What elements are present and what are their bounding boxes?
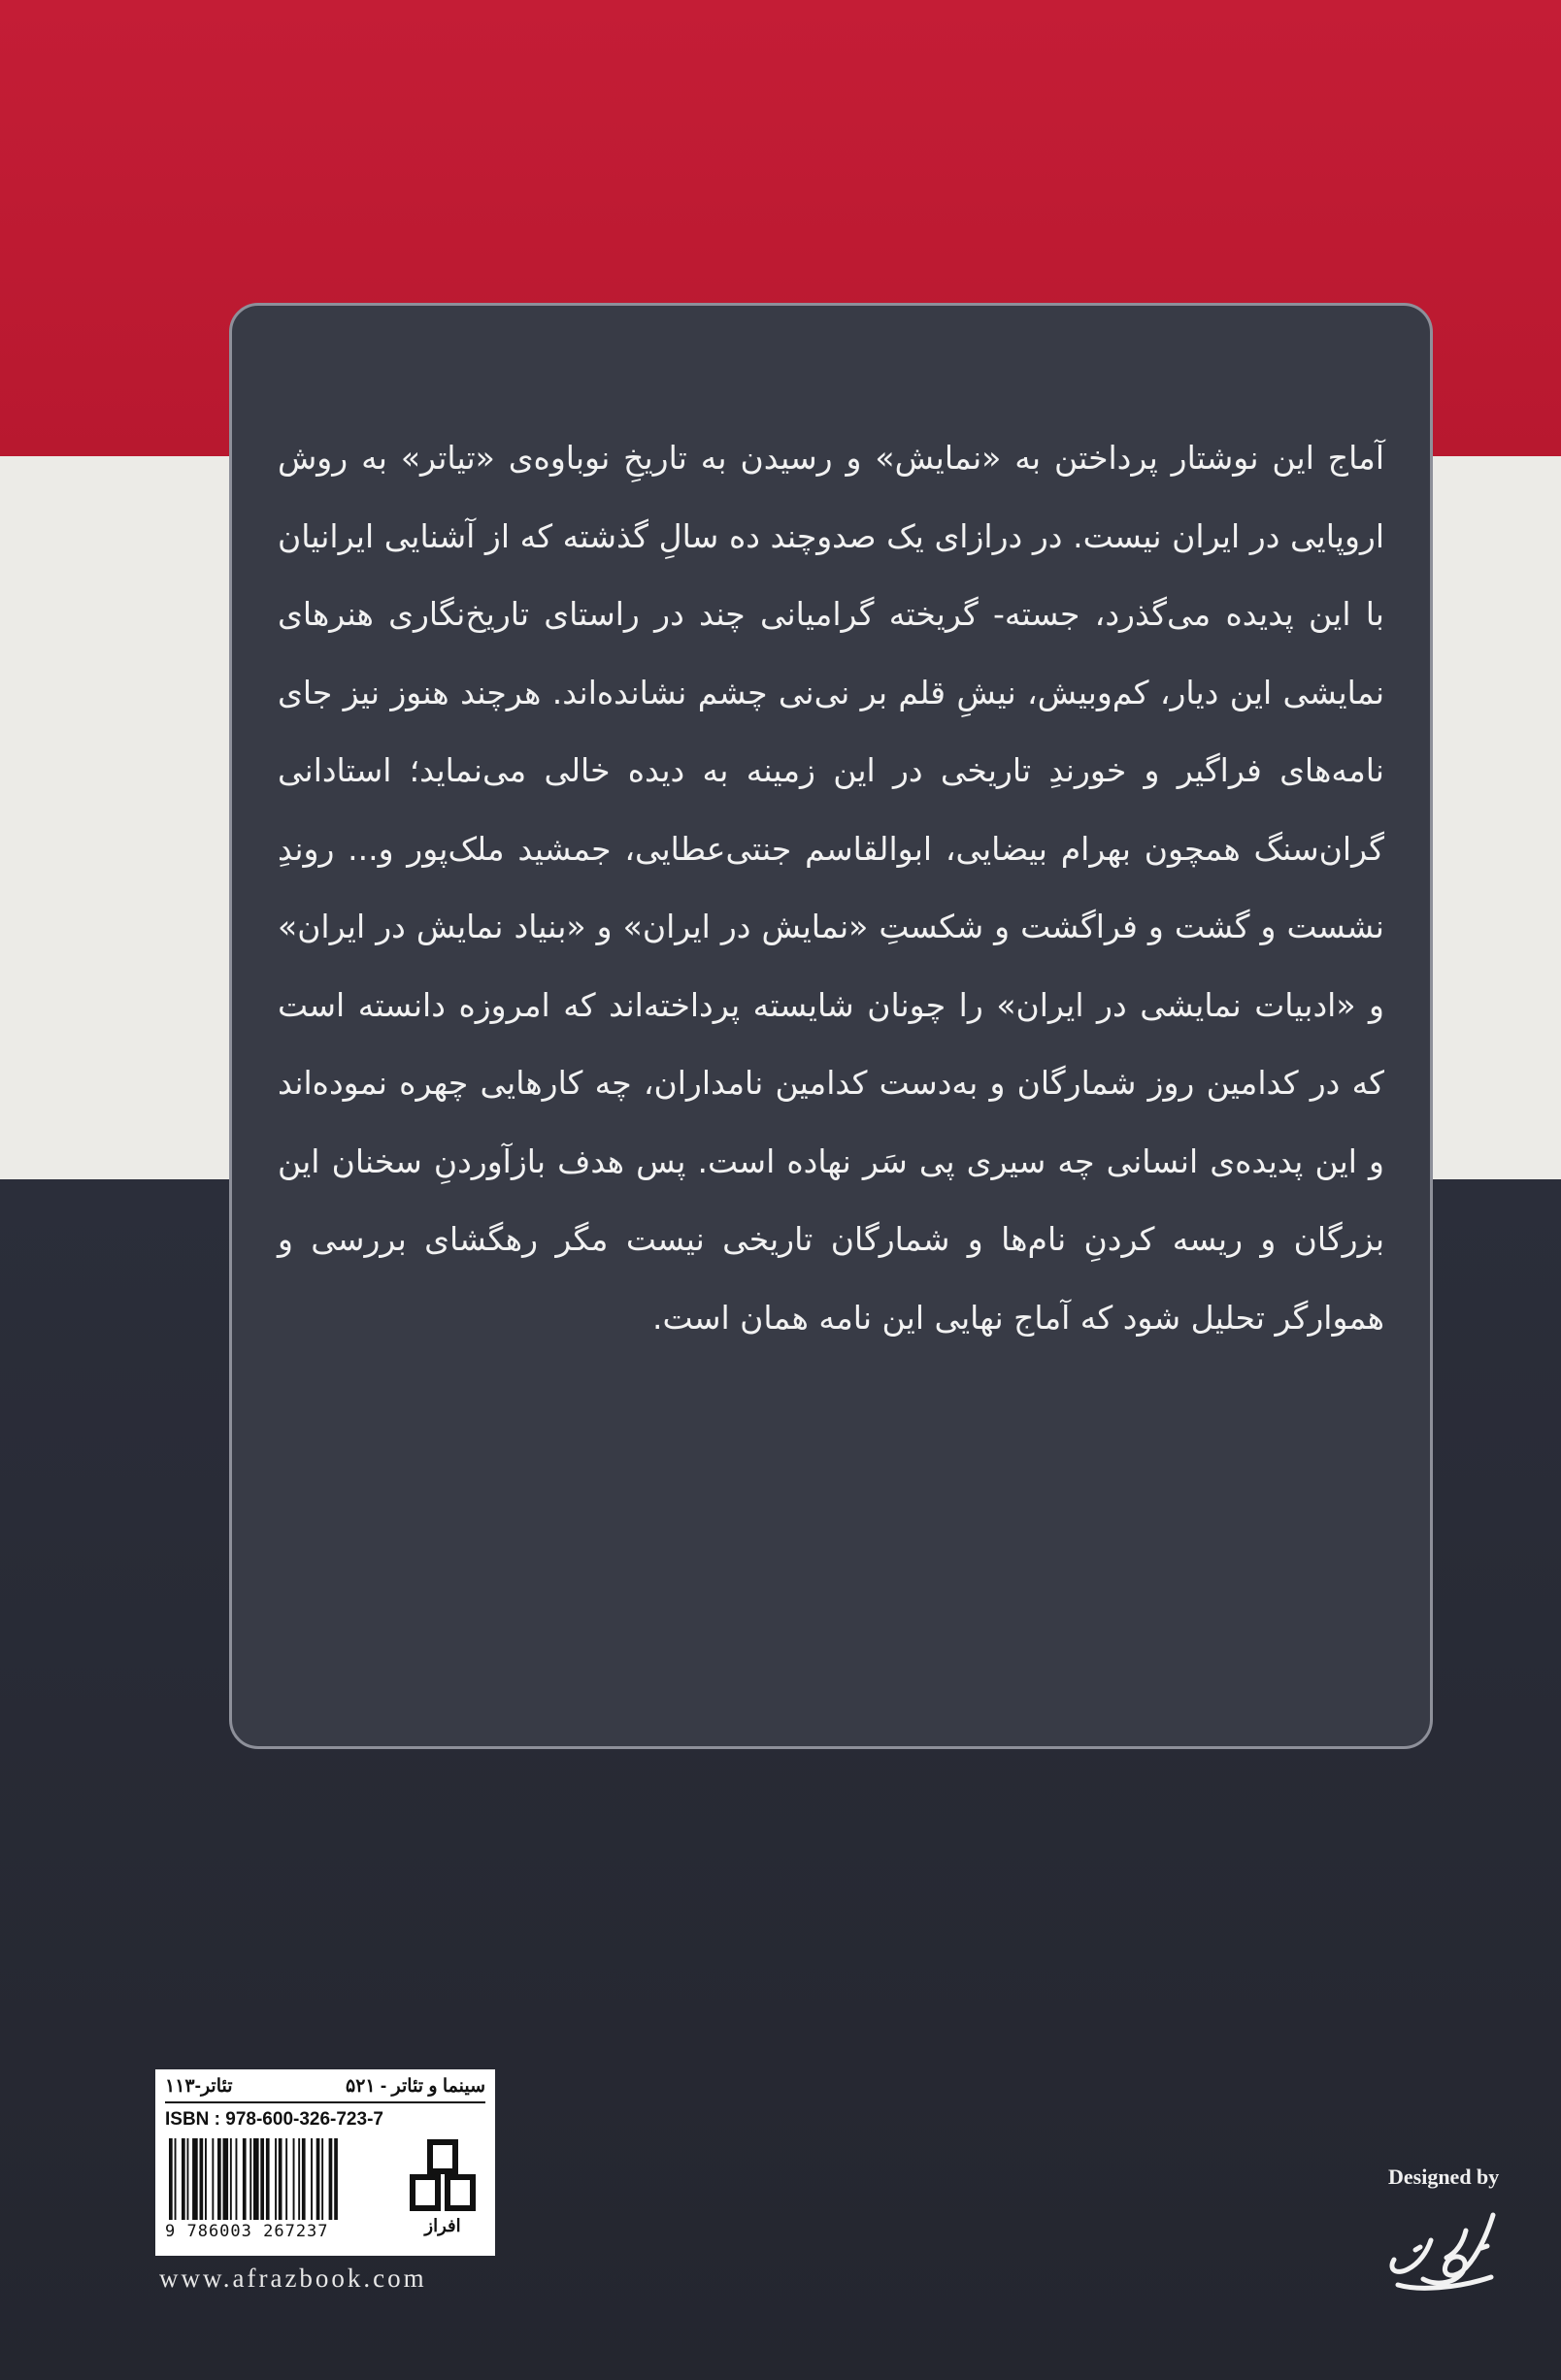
barcode-bar: [266, 2138, 270, 2220]
barcode-bars: [165, 2138, 394, 2220]
designer-credit: Designed by: [1388, 2165, 1500, 2189]
barcode-bar: [316, 2138, 320, 2220]
barcode-bar: [182, 2138, 185, 2220]
barcode-bar: [205, 2138, 207, 2220]
isbn-number: ISBN : 978-600-326-723-7: [165, 2109, 383, 2130]
barcode-bar: [321, 2138, 323, 2220]
barcode-row: [165, 2136, 485, 2241]
barcode-bar: [249, 2138, 251, 2220]
barcode-bar: [236, 2138, 238, 2220]
barcode-bar: [200, 2138, 204, 2220]
publisher-name: افراز: [424, 2216, 461, 2235]
barcode-bar: [187, 2138, 189, 2220]
barcode-bar: [260, 2138, 264, 2220]
barcode-bar: [279, 2138, 282, 2220]
barcode-bar: [334, 2138, 338, 2220]
barcode-bar: [212, 2138, 214, 2220]
publisher-logo-icon: [409, 2136, 477, 2214]
barcode-bar: [230, 2138, 232, 2220]
barcode-bar: [285, 2138, 287, 2220]
series-theatre: تئاتر-۱۱۳: [165, 2076, 233, 2097]
barcode-bar: [223, 2138, 229, 2220]
isbn-label: [155, 2069, 495, 2256]
barcode-bar: [253, 2138, 259, 2220]
barcode-bar: [298, 2138, 300, 2220]
barcode-bar: [169, 2138, 173, 2220]
publisher-logo: [408, 2136, 478, 2241]
barcode-bar: [311, 2138, 313, 2220]
barcode-bar: [293, 2138, 295, 2220]
barcode-bar: [243, 2138, 247, 2220]
barcode-bar: [192, 2138, 198, 2220]
barcode-bar: [217, 2138, 221, 2220]
barcode-bar: [302, 2138, 306, 2220]
blurb-text: آماج این نوشتار پرداختن به «نمایش» و رسیدن به تاریخِ نوباوه‌ی «تیاتر» به روش اروپایی در ایران نیست. در درازای یک صدوچند ده سالِ گذشته که از آشنایی ایرانیان با این پدیده می‌گذرد، جسته- گریخته گرامیانی چند در راستای تاریخ‌نگاری هنرهای نمایشی این دیار، کم‌وبیش، نیشِ قلم بر نی‌نی چشم نشانده‌اند. هرچند هنوز نیز جای نامه‌های فراگیر و خورندِ تاریخی در این زمینه به دیده خالی می‌نماید؛ استادانی گران‌سنگ همچون بهرام بیضایی، ابوالقاسم جنتی‌عطایی، جمشید ملک‌پور و... روندِ نشست و گشت و فراگشت و شکستِ «نمایش در ایران» و «بنیاد نمایش در ایران» و «ادبیات نمایشی در ایران» را چونان شایسته پرداخته‌اند که امروزه دانسته است که در کدامین روز شمارگان و به‌دست کدامین نامداران، چه کارهایی چهره نموده‌اند و این پدیده‌ی انسانی چه سیری پی سَر نهاده است. پس هدف بازآوردنِ سخنان این بزرگان و ریسه کردنِ نام‌ها و شمارگان تاریخی نیست مگر رهگشای بررسی و هموارگر تحلیل شود که آماج نهایی این نامه همان است.: [278, 439, 1384, 1337]
publisher-website: www.afrazbook.com: [159, 2264, 427, 2293]
series-row: [165, 2075, 485, 2103]
barcode: [165, 2138, 394, 2241]
designer-signature: [1369, 2201, 1514, 2298]
barcode-bar: [329, 2138, 333, 2220]
series-cinema: سینما و تئاتر - ۵۲۱: [346, 2076, 485, 2097]
barcode-bar: [275, 2138, 277, 2220]
barcode-bar: [175, 2138, 177, 2220]
barcode-digits: 9 786003 267237: [165, 2222, 329, 2241]
